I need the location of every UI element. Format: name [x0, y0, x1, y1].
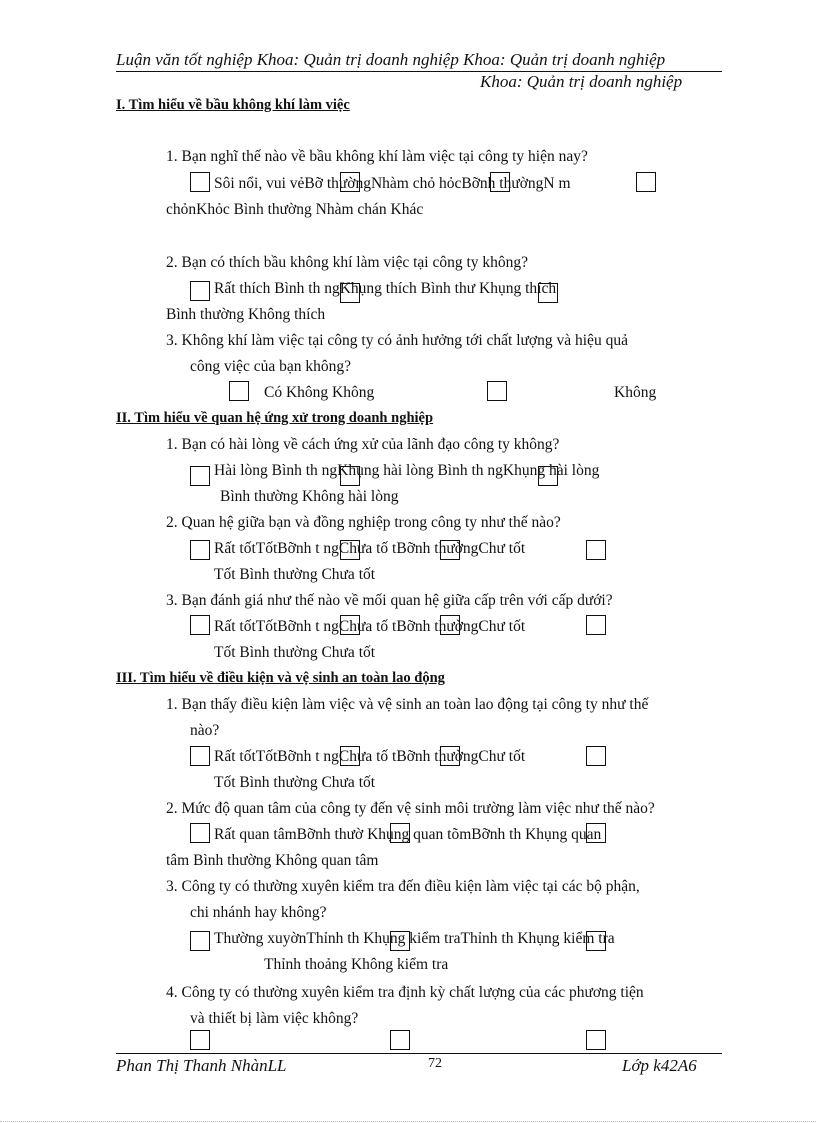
- question-text: 3. Công ty có thường xuyên kiểm tra đến điều kiện làm việc tại các bộ phận,: [166, 878, 640, 895]
- option-line: Thường xuyờnThỉnh th Khụng kiểm traThỉnh th Khụng kiểm tra: [214, 930, 615, 947]
- footer-author: Phan Thị Thanh NhànLL: [116, 1056, 287, 1075]
- labels-line: Tốt Bình thường Chưa tốt: [214, 566, 376, 583]
- question-text: 2. Bạn có thích bầu không khí làm việc tại công ty không?: [166, 254, 529, 271]
- question-text: và thiết bị làm việc không?: [190, 1010, 359, 1027]
- checkbox[interactable]: [190, 172, 210, 192]
- labels-line: Tốt Bình thường Chưa tốt: [214, 644, 376, 661]
- page-number: 72: [428, 1056, 442, 1071]
- checkbox[interactable]: [586, 746, 606, 766]
- question-text: 2. Quan hệ giữa bạn và đồng nghiệp trong công ty như thế nào?: [166, 514, 561, 531]
- option-line: Rất tốtTốtBỡnh t ngChưa tố tBỡnh thườngChư tốt: [214, 540, 526, 557]
- question-text: 2. Mức độ quan tâm của công ty đến vệ sinh môi trường làm việc như thế nào?: [166, 800, 655, 817]
- section-title: III. Tìm hiểu về điều kiện và vệ sinh an toàn lao động: [116, 670, 445, 686]
- header-line-1: Luận văn tốt nghiệp Khoa: Quản trị doanh nghiệp Khoa: Quản trị doanh nghiệp: [116, 50, 666, 69]
- labels-line: Thỉnh thoảng Không kiểm tra: [264, 956, 449, 973]
- checkbox[interactable]: [190, 281, 210, 301]
- labels-line: chỏnKhỏc Bình thường Nhàm chán Khác: [166, 201, 424, 218]
- labels-line: Bình thường Không hài lòng: [220, 488, 399, 505]
- checkbox[interactable]: [190, 1030, 210, 1050]
- section-title: I. Tìm hiểu về bầu không khí làm việc: [116, 97, 350, 113]
- question-text: 3. Bạn đánh giá như thế nào về mối quan hệ giữa cấp trên với cấp dưới?: [166, 592, 613, 609]
- question-text: 4. Công ty có thường xuyên kiểm tra định kỳ chất lượng của các phương tiện: [166, 984, 644, 1001]
- checkbox[interactable]: [190, 931, 210, 951]
- option-line: Rất tốtTốtBỡnh t ngChưa tố tBỡnh thườngChư tốt: [214, 748, 526, 765]
- question-text: chi nhánh hay không?: [190, 904, 327, 921]
- checkbox[interactable]: [586, 540, 606, 560]
- checkbox[interactable]: [636, 172, 656, 192]
- question-text: nào?: [190, 722, 220, 739]
- footer-rule: [116, 1053, 722, 1054]
- section-title: II. Tìm hiểu về quan hệ ứng xử trong doanh nghiệp: [116, 410, 434, 426]
- checkbox[interactable]: [190, 540, 210, 560]
- question-text: 1. Bạn thấy điều kiện làm việc và vệ sinh an toàn lao động tại công ty như thế: [166, 696, 649, 713]
- checkbox[interactable]: [586, 615, 606, 635]
- option-line: Hài lòng Bình th ngKhụng hài lòng Bình th ngKhụng hài lòng: [214, 462, 600, 479]
- labels-line: Bình thường Không thích: [166, 306, 326, 323]
- checkbox[interactable]: [190, 466, 210, 486]
- option-line: Rất tốtTốtBỡnh t ngChưa tố tBỡnh thườngChư tốt: [214, 618, 526, 635]
- labels-line: tâm Bình thường Không quan tâm: [166, 852, 379, 869]
- labels-line: Tốt Bình thường Chưa tốt: [214, 774, 376, 791]
- checkbox[interactable]: [229, 381, 249, 401]
- checkbox[interactable]: [190, 746, 210, 766]
- question-text: 1. Bạn có hài lòng về cách ứng xử của lãnh đạo công ty không?: [166, 436, 560, 453]
- option-line: Có Không Không: [264, 384, 375, 401]
- checkbox[interactable]: [586, 1030, 606, 1050]
- option-line: Sôi nổi, vui vẻBỡ thườngNhàm chỏ hỏcBỡnh thườngN m: [214, 175, 571, 192]
- checkbox[interactable]: [390, 1030, 410, 1050]
- header-line-2: Khoa: Quản trị doanh nghiệp: [480, 72, 683, 91]
- question-text: 1. Bạn nghĩ thế nào về bầu không khí làm việc tại công ty hiện nay?: [166, 148, 588, 165]
- question-text: công việc của bạn không?: [190, 358, 351, 375]
- checkbox[interactable]: [190, 823, 210, 843]
- option-line: Rất thích Bình th ngKhụng thích Bình thư Khụng thích: [214, 280, 557, 297]
- footer-class: Lớp k42A6: [622, 1056, 697, 1075]
- option-line: Rất quan tâmBỡnh thườ Khụng quan tõmBỡnh th Khụng quan: [214, 826, 602, 843]
- checkbox[interactable]: [487, 381, 507, 401]
- question-text: 3. Không khí làm việc tại công ty có ảnh hưởng tới chất lượng và hiệu quả: [166, 332, 628, 349]
- checkbox[interactable]: [190, 615, 210, 635]
- page-bottom-divider: [0, 1121, 816, 1122]
- labels-line: Không: [614, 384, 657, 401]
